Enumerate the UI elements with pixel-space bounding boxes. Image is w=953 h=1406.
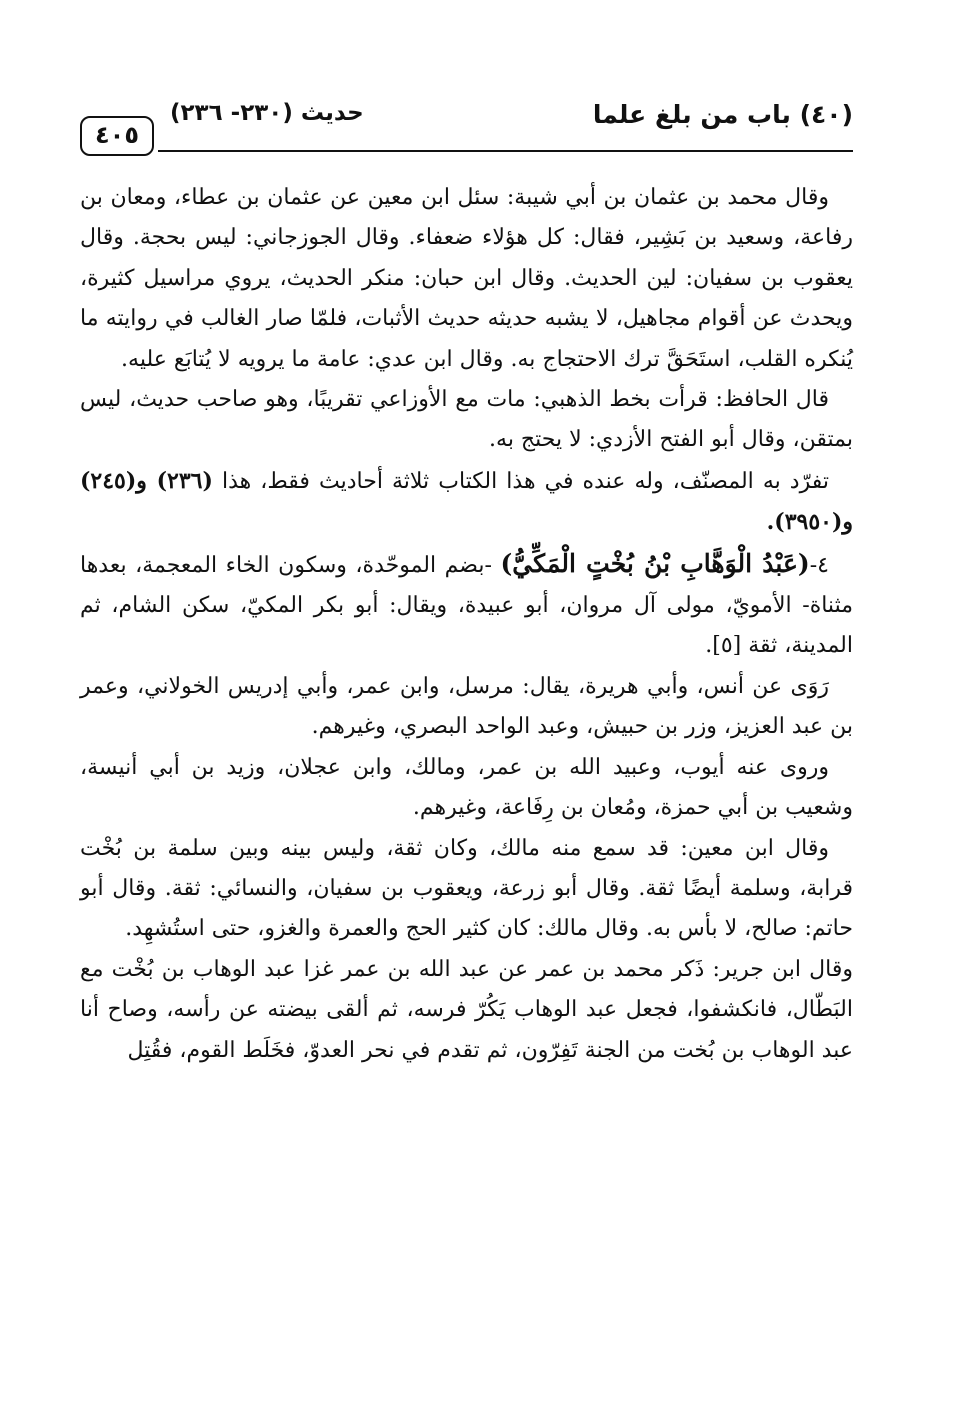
paragraph-narrated-by: وروى عنه أيوب، وعبيد الله بن عمر، ومالك، وابن عجلان، وزيد بن أبي أنيسة، وشعيب بن أبي حمزة، ومُعان بن رِفَاعة، وغيرهم. bbox=[80, 754, 853, 821]
header-rule bbox=[158, 150, 853, 152]
hadith-range-title: حديث (٢٣٠- ٢٣٦) bbox=[170, 100, 364, 126]
hadith-count-text: تفرّد به المصنّف، وله عنده في هذا الكتاب ثلاثة أحاديث فقط، هذا bbox=[221, 468, 829, 494]
paragraph-hafiz-note: قال الحافظ: قرأت بخط الذهبي: مات مع الأوزاعي تقريبًا، وهو صاحب حديث، ليس بمتقن، وقال أبو الفتح الأزدي: لا يحتج به. bbox=[80, 387, 853, 453]
hadith-references: (٢٣٦) و(٢٤٥) و(٣٩٥٠). bbox=[80, 467, 853, 536]
paragraph-narrator-entry bbox=[80, 544, 853, 667]
page-number-box: ٤٠٥ bbox=[80, 116, 154, 156]
paragraph-hadith-count bbox=[80, 461, 853, 544]
paragraph-narrated-from: رَوَى عن أنس، وأبي هريرة، يقال: مرسل، وابن عمر، وأبي إدريس الخولاني، وعمر بن عبد العزيز، وزر بن حبيش، وعبد الواحد البصري، وغيرهم. bbox=[80, 673, 853, 740]
paragraph-narrator-criticism: وقال محمد بن عثمان بن أبي شيبة: سئل ابن معين عن عثمان بن عطاء، ومعان بن رفاعة، وسعيد بن بَشِير، فقال: كل هؤلاء ضعفاء. وقال الجوزجاني: ليس بحجة. وقال يعقوب بن سفيان: لين الحديث. وقال ابن حبان: منكر الحديث، يروي مراسيل كثيرة، ويحدث عن أقوام مجاهيل، لا يشبه حديثه حديث الأثبات، فلمّا صار الغالب في روايته ما يُنكره القلب، استَحَقَّ ترك الاحتجاج به. وقال ابن عدي: عامة ما يرويه لا يُتابَع عليه. bbox=[80, 185, 853, 372]
page-header bbox=[80, 92, 853, 152]
paragraph-ibn-jarir-account: وقال ابن جرير: ذَكر محمد بن عمر عن عبد الله بن عمر غزا عبد الوهاب بن بُخْت مع البَطّال، فانكشفوا، فجعل عبد الوهاب يَكُرّ فرسه، ثم ألقى بيضته عن رأسه، وصاح أنا عبد الوهاب بن بُخت من الجنة تَفِرّون، ثم تقدم في نحر العدوّ، فخَلَط القوم، فقُتِل bbox=[80, 956, 853, 1063]
paragraph-grading: وقال ابن معين: قد سمع منه مالك، وكان ثقة، وليس بينه وبين سلمة بن بُخْت قرابة، وسلمة أيضًا ثقة. وقال أبو زرعة، ويعقوب بن سفيان، والنسائي: ثقة. وقال أبو حاتم: صالح، لا بأس به. وقال مالك: كان كثير الحج والعمرة والغزو، حتى استُشهِد. bbox=[80, 835, 853, 942]
narrator-description: -بضم الموحّدة، وسكون الخاء المعجمة، بعدها مثناة- الأمويّ، مولى آل مروان، أبو عبيدة، ويقال: أبو بكر المكيّ، سكن الشام، ثم المدينة، ثقة [٥]. bbox=[80, 552, 853, 659]
chapter-title: (٤٠) باب من بلغ علما bbox=[592, 100, 853, 129]
narrator-number: ٤- bbox=[809, 552, 829, 578]
narrator-name: (عَبْدُ الْوَهَّابِ بْنُ بُخْتٍ الْمَكِّيُّ) bbox=[500, 548, 810, 578]
page-body bbox=[80, 178, 853, 1071]
